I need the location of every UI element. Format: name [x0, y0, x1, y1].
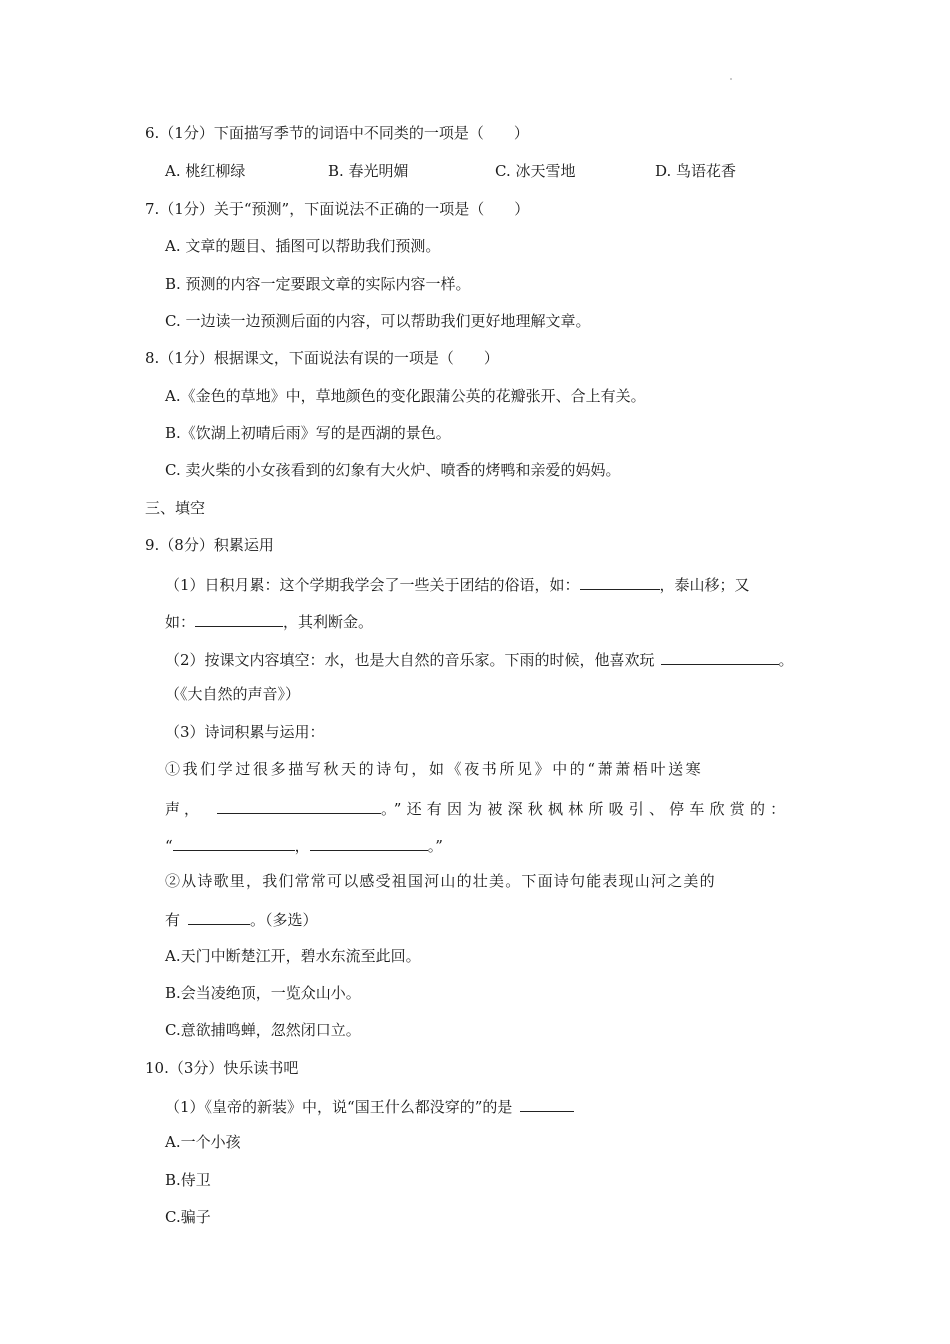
q6-option-c: C. 冰天雪地	[495, 162, 576, 180]
q8-option-c: C. 卖火柴的小女孩看到的幻象有大火炉、喷香的烤鸭和亲爱的妈妈。	[165, 461, 621, 479]
q9-part3a-text-3c: 。”	[427, 837, 443, 855]
q9-part1-text-d: ，其利断金。	[283, 613, 374, 631]
q9-part1-text-b: ，泰山移；又	[659, 576, 750, 594]
q7-stem: 7.（1分）关于“预测”，下面说法不正确的一项是（ ）	[145, 200, 530, 218]
q7-option-c: C. 一边读一边预测后面的内容，可以帮助我们更好地理解文章。	[165, 312, 591, 330]
q9-part3a-text-3b: ，	[294, 837, 310, 855]
answer-blank-7[interactable]	[188, 908, 250, 925]
section-heading-fill-in: 三、填空	[145, 499, 206, 517]
answer-blank-1[interactable]	[580, 573, 660, 590]
q6-option-b: B. 春光明媚	[328, 162, 409, 180]
answer-blank-2[interactable]	[195, 610, 283, 627]
q6-option-d: D. 鸟语花香	[655, 162, 737, 180]
q9-option-b: B.会当凌绝顶，一览众山小。	[165, 984, 361, 1002]
q9-option-a: A.天门中断楚江开，碧水东流至此回。	[165, 947, 421, 965]
q9-part3b-text-1: ②从诗歌里，我们常常可以感受祖国河山的壮美。下面诗句能表现山河之美的	[165, 872, 716, 890]
q10-part1-text: （1）《皇帝的新装》中，说“国王什么都没穿的”的是	[165, 1098, 513, 1116]
q10-option-a: A.一个小孩	[165, 1133, 241, 1151]
q9-part3a-text-2b: 。”还有因为被深秋枫林所吸引、停车欣赏的：	[381, 800, 791, 818]
q6-option-a: A. 桃红柳绿	[165, 162, 246, 180]
q9-part3a-text-3a: “	[165, 837, 173, 855]
q9-part1-line2	[165, 610, 373, 632]
q9-part1-text-a: （1）日积月累：这个学期我学会了一些关于团结的俗语，如：	[165, 576, 580, 594]
q9-part1-line1	[165, 573, 750, 595]
q9-part3b-line1	[165, 871, 716, 891]
q7-option-b: B. 预测的内容一定要跟文章的实际内容一样。	[165, 275, 471, 293]
q9-part3a-text-1: ①我们学过很多描写秋天的诗句，如《夜书所见》中的“萧萧梧叶送寒	[165, 760, 704, 778]
answer-blank-4[interactable]	[217, 797, 381, 814]
answer-blank-6[interactable]	[310, 834, 428, 851]
q6-stem: 6.（1分）下面描写季节的词语中不同类的一项是（ ）	[145, 124, 529, 142]
q9-part2-source: （《大自然的声音》）	[165, 685, 301, 703]
q10-option-b: B.侍卫	[165, 1171, 211, 1189]
q9-part2-line1	[165, 648, 794, 670]
q10-option-c: C.骗子	[165, 1208, 211, 1226]
q8-stem: 8.（1分）根据课文，下面说法有误的一项是（ ）	[145, 349, 499, 367]
q8-option-b: B.《饮湖上初晴后雨》写的是西湖的景色。	[165, 424, 451, 442]
q9-stem: 9.（8分）积累运用	[145, 536, 274, 554]
q9-part3a-line1	[165, 759, 805, 779]
q9-part3a-line3	[165, 834, 443, 856]
q9-option-c: C.意欲捕鸣蝉，忽然闭口立。	[165, 1021, 361, 1039]
q9-part2-text-b: 。	[778, 651, 794, 669]
q9-part2-text-a: （2）按课文内容填空：水，也是大自然的音乐家。下雨的时候，他喜欢玩	[165, 651, 655, 669]
q9-part3b-text-2b: 。（多选）	[250, 911, 318, 929]
answer-blank-5[interactable]	[173, 834, 295, 851]
q9-part3a-line2	[165, 797, 790, 819]
scan-speck	[730, 78, 732, 80]
answer-blank-8[interactable]	[520, 1095, 574, 1112]
q7-option-a: A. 文章的题目、插图可以帮助我们预测。	[165, 237, 441, 255]
q8-option-a: A.《金色的草地》中，草地颜色的变化跟蒲公英的花瓣张开、合上有关。	[165, 387, 646, 405]
q9-part3b-text-2a: 有	[165, 911, 181, 929]
answer-blank-3[interactable]	[661, 648, 779, 665]
q10-stem: 10.（3分）快乐读书吧	[145, 1059, 299, 1077]
q9-part3b-line2	[165, 908, 318, 930]
q9-part3-heading: （3）诗词积累与运用：	[165, 723, 325, 741]
q9-part1-text-c: 如：	[165, 613, 196, 631]
q10-part1-line	[165, 1095, 574, 1117]
q9-part3a-text-2a: 声，	[165, 800, 204, 818]
